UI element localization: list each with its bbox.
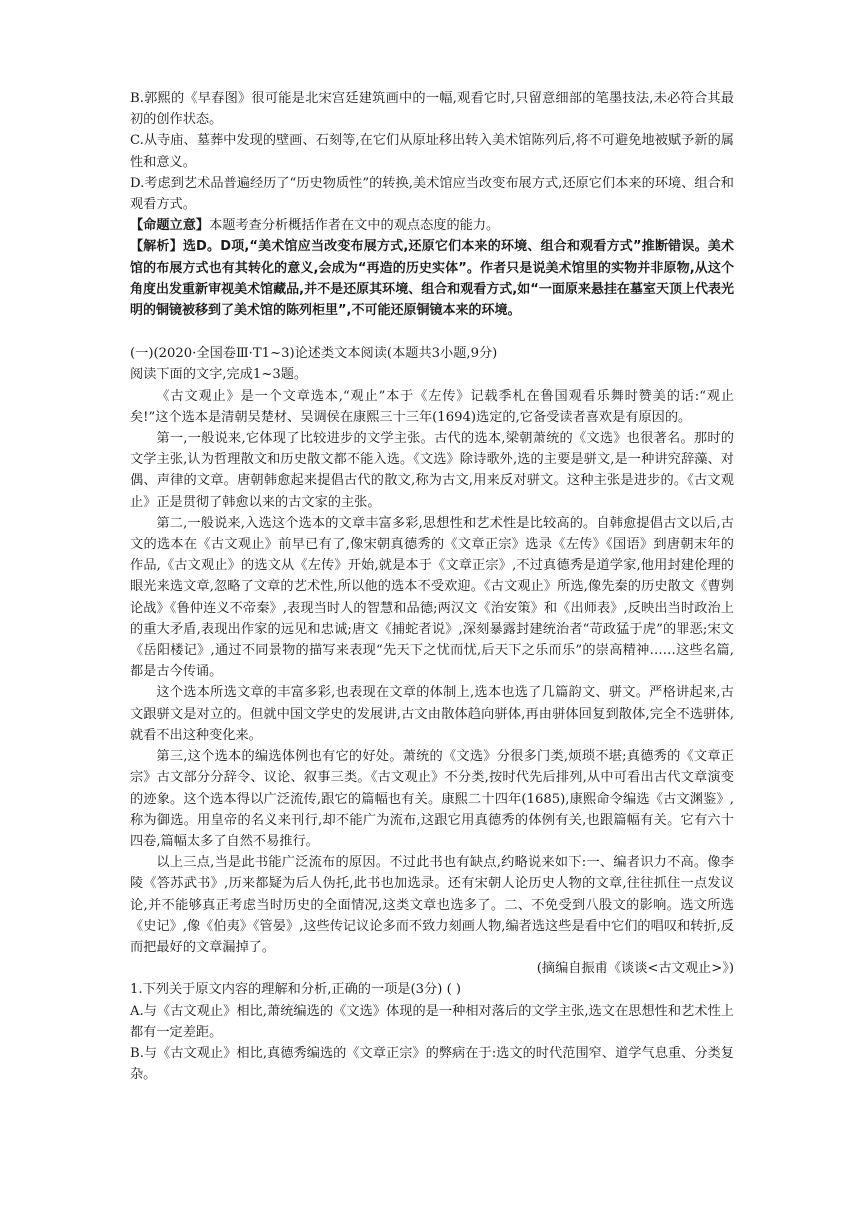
section-gap (130, 321, 734, 343)
passage-source: (摘编自振甫《谈谈<古文观止>》) (536, 961, 734, 977)
reading-instruction: 阅读下面的文字,完成1~3题。 (130, 367, 308, 383)
question-1-option-b: B.与《古文观止》相比,真德秀编选的《文章正宗》的弊病在于:选文的时代范围窄、道学气息重、分类复杂。 (130, 1045, 734, 1083)
passage-paragraph-1: 《古文观止》是一个文章选本,“观止”本于《左传》记载季札在鲁国观看乐舞时赞美的话:“观止矣!”这个选本是清朝吴楚材、吴调侯在康熙三十三年(1694)选定的,它备受读者喜欢是有原因的。 (130, 388, 734, 425)
analysis-label: 【解析】 (130, 239, 183, 255)
passage-paragraph-5: 第三,这个选本的编选体例也有它的好处。萧统的《文选》分很多门类,烦琐不堪;真德秀的《文章正宗》古文部分分辞令、议论、叙事三类。《古文观止》不分类,按时代先后排列,从中可看出古代文章演变的迹象。这个选本得以广泛流传,跟它的篇幅也有关。康熙二十四年(1685),康熙命令编选《古文渊鉴》,称为御选。用皇帝的名义来刊行,却不能广为流布,这跟它用真德秀的体例有关,也跟篇幅有关。它有六十四卷,篇幅太多了自然不易推行。 (130, 749, 734, 849)
passage-paragraph-3: 第二,一般说来,入选这个选本的文章丰富多彩,思想性和艺术性是比较高的。自韩愈提倡古文以后,古文的选本在《古文观止》前早已有了,像宋朝真德秀的《文章正宗》选录《左传》《国语》到唐朝末年的作品,《古文观止》的选文从《左传》开始,就是本于《文章正宗》,不过真德秀是道学家,他用封建伦理的眼光来选文章,忽略了文章的艺术性,所以他的选本不受欢迎。《古文观止》所选,像先秦的历史散文《曹刿论战》《鲁仲连义不帝秦》,表现当时人的智慧和品德;两汉文《治安策》和《出师表》,反映出当时政治上的重大矛盾,表现出作家的远见和忠诚;唐文《捕蛇者说》,深刻暴露封建统治者“苛政猛于虎”的罪恶;宋文《岳阳楼记》,通过不同景物的描写来表现“先天下之忧而忧,后天下之乐而乐”的崇高精神……这些名篇,都是古今传诵。 (130, 515, 734, 680)
passage-paragraph-6: 以上三点,当是此书能广泛流布的原因。不过此书也有缺点,约略说来如下:一、编者识力不高。像李陵《答苏武书》,历来都疑为后人伪托,此书也加选录。还有宋朝人论历史人物的文章,往往抓住一点发议论,并不能够真正考虑当时历史的全面情况,这类文章也选多了。二、不免受到八股文的影响。选文所选《史记》,像《伯夷》《管晏》,这些传记议论多而不致力刻画人物,编者选这些是看中它们的唱叹和转折,反而把最好的文章漏掉了。 (130, 855, 734, 955)
section-title: (一)(2020·全国卷Ⅲ·T1~3)论述类文本阅读(本题共3小题,9分) (130, 346, 498, 362)
passage-paragraph-4: 这个选本所选文章的丰富多彩,也表现在文章的体制上,选本也选了几篇韵文、骈文。严格讲起来,古文跟骈文是对立的。但就中国文学史的发展讲,古文由散体趋向骈体,再由骈体回复到散体,完全不选骈体,就看不出这种变化来。 (130, 685, 734, 743)
intent-label: 【命题立意】 (130, 218, 210, 234)
intent-text: 本题考查分析概括作者在文中的观点态度的能力。 (209, 218, 500, 234)
intent-paragraph (130, 215, 734, 236)
option-b-prev: B.郭熙的《早春图》很可能是北宋宫廷建筑画中的一幅,观看它时,只留意细部的笔墨技法,未必符合其最初的创作状态。 (130, 91, 734, 128)
option-d-prev: D.考虑到艺术品普遍经历了“历史物质性”的转换,美术馆应当改变布展方式,还原它们本来的环境、组合和观看方式。 (130, 175, 734, 213)
analysis-text: 选D。D项,“美术馆应当改变布展方式,还原它们本来的环境、组合和观看方式”推断错误。美术馆的布展方式也有其转化的意义,会成为“再造的历史实体”。作者只是说美术馆里的实物并非原物,从这个角度出发重新审视美术馆藏品,并不是还原其环境、组合和观看方式,如“一面原来悬挂在墓室天顶上代表光明的铜镜被移到了美术馆的陈列柜里”,不可能还原铜镜本来的环境。 (130, 239, 734, 319)
analysis-paragraph (130, 236, 734, 321)
passage-paragraph-2: 第一,一般说来,它体现了比较进步的文学主张。古代的选本,梁朝萧统的《文选》也很著名。那时的文学主张,认为哲理散文和历史散文都不能入选。《文选》除诗歌外,选的主要是骈文,是一种讲究辞藻、对偶、声律的文章。唐朝韩愈起来提倡古代的散文,称为古文,用来反对骈文。这种主张是进步的。《古文观止》正是贯彻了韩愈以来的古文家的主张。 (130, 431, 734, 510)
question-1: 1.下列关于原文内容的理解和分析,正确的一项是(3分) ( ) (130, 982, 462, 998)
question-1-option-a: A.与《古文观止》相比,萧统编选的《文选》体现的是一种相对落后的文学主张,选文在思想性和艺术性上都有一定差距。 (130, 1003, 734, 1040)
option-c-prev: C.从寺庙、墓葬中发现的壁画、石刻等,在它们从原址移出转入美术馆陈列后,将不可避免地被赋予新的属性和意义。 (130, 133, 734, 170)
document-page (130, 88, 734, 1085)
